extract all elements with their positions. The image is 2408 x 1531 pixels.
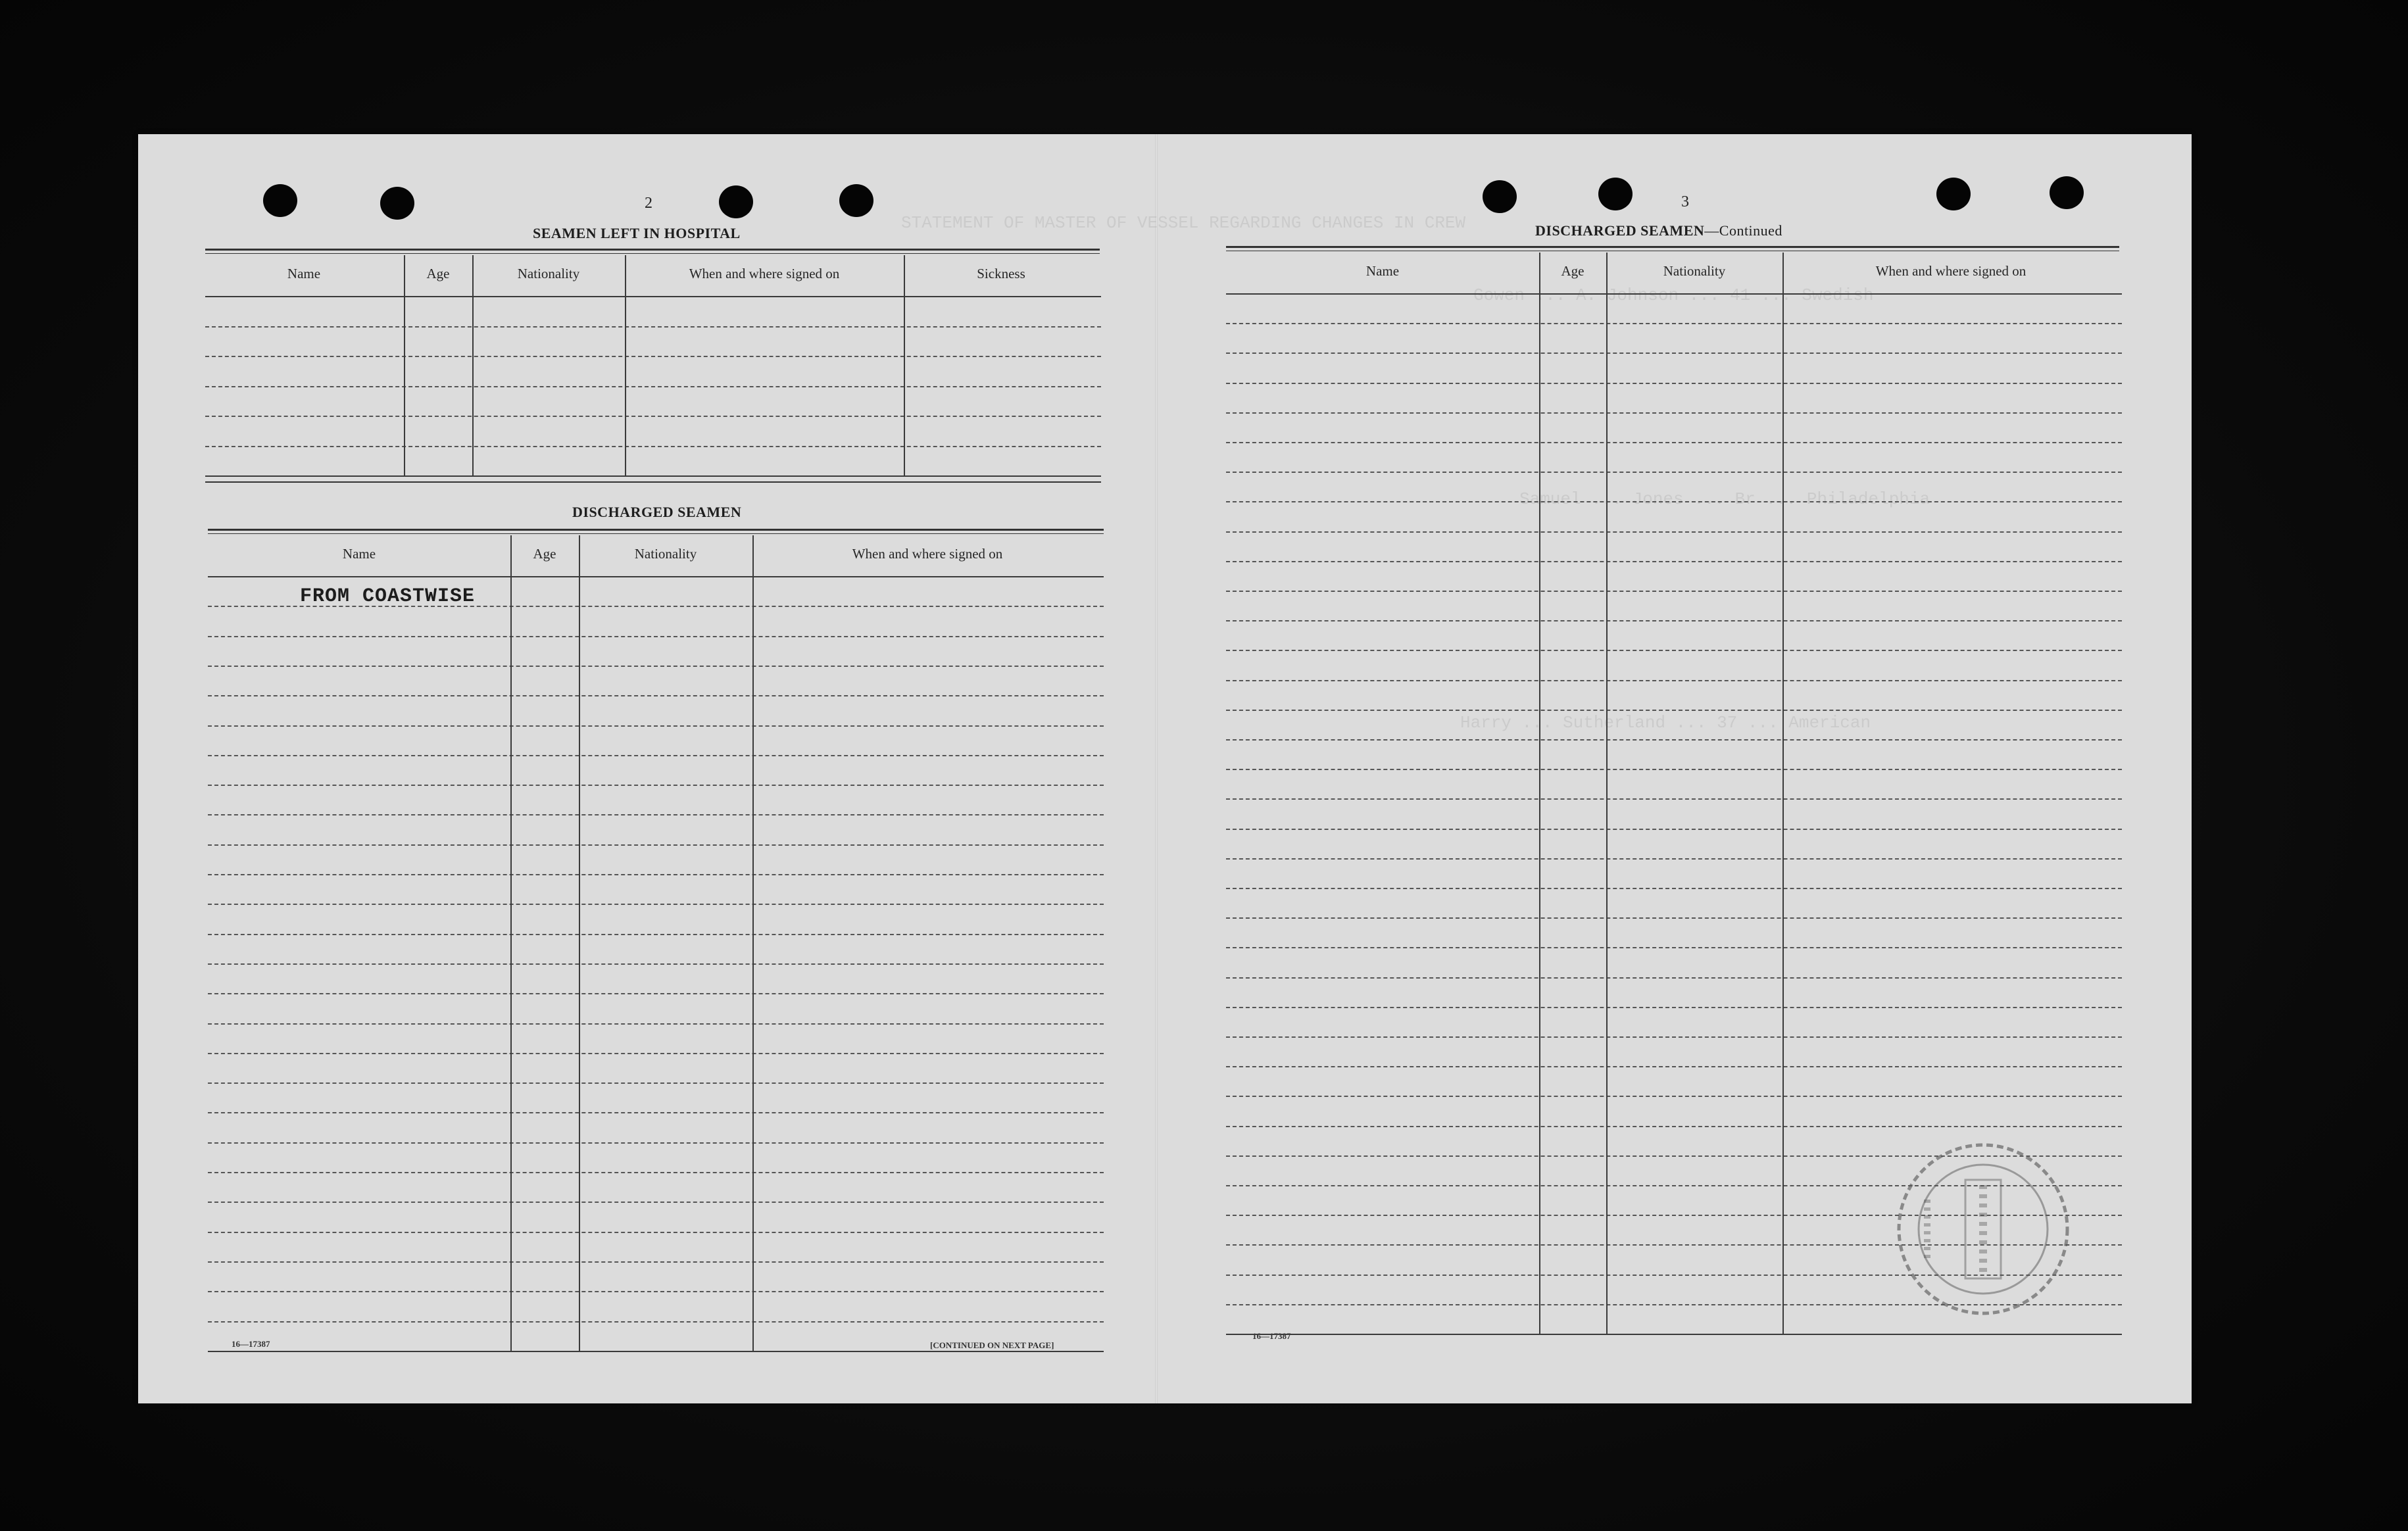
row-rule	[208, 1321, 1104, 1323]
col-header-nationality: Nationality	[517, 266, 580, 281]
row-rule	[1226, 917, 2122, 919]
row-rule	[1226, 472, 2122, 473]
row-rule	[1226, 323, 2122, 324]
row-rule	[1226, 739, 2122, 741]
row-rule	[208, 1053, 1104, 1054]
col-header-sickness: Sickness	[977, 266, 1025, 281]
punch-hole	[1936, 178, 1971, 210]
col-header-signed-on: When and where signed on	[852, 546, 1003, 562]
row-rule	[208, 1172, 1104, 1173]
col-header-name: Name	[287, 266, 321, 281]
punch-hole	[380, 187, 414, 220]
row-rule	[1226, 888, 2122, 889]
row-rule	[208, 785, 1104, 786]
column-rule	[904, 255, 905, 475]
row-rule	[205, 356, 1101, 357]
row-rule	[208, 1351, 1104, 1352]
row-rule	[208, 666, 1104, 667]
row-rule	[208, 1202, 1104, 1203]
discharged-section-title: DISCHARGED SEAMEN	[572, 504, 742, 520]
section-rule	[208, 529, 1104, 531]
row-rule	[208, 1082, 1104, 1084]
col-header-nationality: Nationality	[634, 546, 697, 562]
row-rule	[205, 475, 1101, 477]
row-rule	[1226, 1096, 2122, 1097]
row-rule	[208, 963, 1104, 965]
row-rule	[1226, 947, 2122, 948]
col-header-age: Age	[533, 546, 556, 562]
row-rule	[1226, 1244, 2122, 1246]
page-number: 3	[1681, 193, 1689, 210]
row-rule	[208, 874, 1104, 875]
section-bottom-rule	[205, 481, 1101, 483]
postmark-stamp	[1888, 1134, 2078, 1324]
section-title-text: DISCHARGED SEAMEN	[1535, 222, 1705, 239]
row-rule	[1226, 829, 2122, 830]
column-rule	[1606, 253, 1608, 1334]
row-rule	[1226, 650, 2122, 651]
typed-entry: FROM COASTWISE	[300, 585, 476, 608]
row-rule	[1226, 1215, 2122, 1216]
row-rule	[208, 1112, 1104, 1113]
row-rule	[1226, 1066, 2122, 1067]
punch-hole	[1598, 178, 1633, 210]
bleed-through-text: Samuel ... Jones ... Br ... Philadelphia	[1519, 489, 1930, 509]
col-header-name: Name	[1365, 263, 1400, 279]
header-underline	[205, 296, 1101, 297]
form-number: 16—17387	[232, 1339, 270, 1349]
row-rule	[208, 1232, 1104, 1233]
section-rule	[1226, 246, 2119, 248]
row-rule	[208, 844, 1104, 846]
punch-hole	[263, 184, 297, 217]
bleed-through-text: Gowen ... A. Johnson ... 41 ... Swedish	[1473, 285, 1874, 305]
form-number: 16—17387	[1252, 1331, 1291, 1341]
row-rule	[1226, 680, 2122, 681]
row-rule	[1226, 352, 2122, 354]
row-rule	[1226, 531, 2122, 533]
row-rule	[1226, 977, 2122, 979]
page-number: 2	[645, 195, 652, 212]
row-rule	[1226, 561, 2122, 562]
punch-hole	[2050, 176, 2084, 209]
section-rule	[208, 533, 1104, 534]
row-rule	[1226, 1036, 2122, 1038]
row-rule	[1226, 591, 2122, 592]
col-header-age: Age	[426, 266, 450, 281]
row-rule	[1226, 442, 2122, 443]
row-rule	[208, 755, 1104, 756]
hospital-section-title: SEAMEN LEFT IN HOSPITAL	[533, 225, 741, 241]
row-rule	[1226, 1185, 2122, 1186]
row-rule	[1226, 1155, 2122, 1157]
punch-hole	[719, 185, 753, 218]
discharged-continued-title	[1535, 222, 1782, 239]
row-rule	[1226, 1304, 2122, 1305]
row-rule	[208, 1142, 1104, 1144]
row-rule	[208, 904, 1104, 905]
row-rule	[208, 1291, 1104, 1292]
page-fold	[1155, 134, 1158, 1403]
col-header-signed-on: When and where signed on	[1875, 263, 2027, 279]
row-rule	[1226, 1007, 2122, 1008]
row-rule	[1226, 1275, 2122, 1276]
row-rule	[1226, 620, 2122, 621]
col-header-signed-on: When and where signed on	[689, 266, 840, 281]
row-rule	[1226, 769, 2122, 770]
row-rule	[1226, 501, 2122, 502]
punch-hole	[1483, 180, 1517, 213]
row-rule	[208, 934, 1104, 935]
section-rule	[205, 249, 1100, 251]
document-sheet	[138, 134, 2192, 1403]
row-rule	[208, 1023, 1104, 1025]
row-rule	[205, 326, 1101, 328]
column-rule	[404, 255, 405, 475]
row-rule	[1226, 1126, 2122, 1127]
row-rule	[208, 814, 1104, 815]
row-rule	[205, 386, 1101, 387]
row-rule	[208, 993, 1104, 994]
col-header-nationality: Nationality	[1663, 263, 1726, 279]
column-rule	[752, 535, 754, 1351]
column-rule	[1539, 253, 1540, 1334]
col-header-age: Age	[1561, 263, 1585, 279]
row-rule	[1226, 1334, 2122, 1335]
col-header-name: Name	[342, 546, 376, 562]
row-rule	[208, 636, 1104, 637]
bleed-through-text: Harry ... Sutherland ... 37 ... American	[1460, 713, 1871, 733]
column-rule	[472, 255, 474, 475]
row-rule	[1226, 710, 2122, 711]
section-title-suffix: —Continued	[1704, 222, 1782, 239]
row-rule	[208, 1261, 1104, 1263]
row-rule	[1226, 383, 2122, 384]
row-rule	[205, 446, 1101, 447]
row-rule	[205, 416, 1101, 417]
section-rule	[205, 253, 1100, 254]
bleed-through-text: STATEMENT OF MASTER OF VESSEL REGARDING CHANGES IN CREW	[901, 213, 1466, 233]
continued-note: [CONTINUED ON NEXT PAGE]	[930, 1340, 1054, 1350]
header-underline	[208, 576, 1104, 577]
row-rule	[1226, 412, 2122, 414]
row-rule	[208, 695, 1104, 696]
column-rule	[579, 535, 580, 1351]
row-rule	[1226, 858, 2122, 860]
header-underline	[1226, 293, 2122, 295]
row-rule	[1226, 798, 2122, 800]
punch-hole	[839, 184, 873, 217]
column-rule	[510, 535, 512, 1351]
row-rule	[208, 725, 1104, 727]
row-rule	[208, 606, 1104, 607]
column-rule	[1782, 253, 1784, 1334]
column-rule	[625, 255, 626, 475]
